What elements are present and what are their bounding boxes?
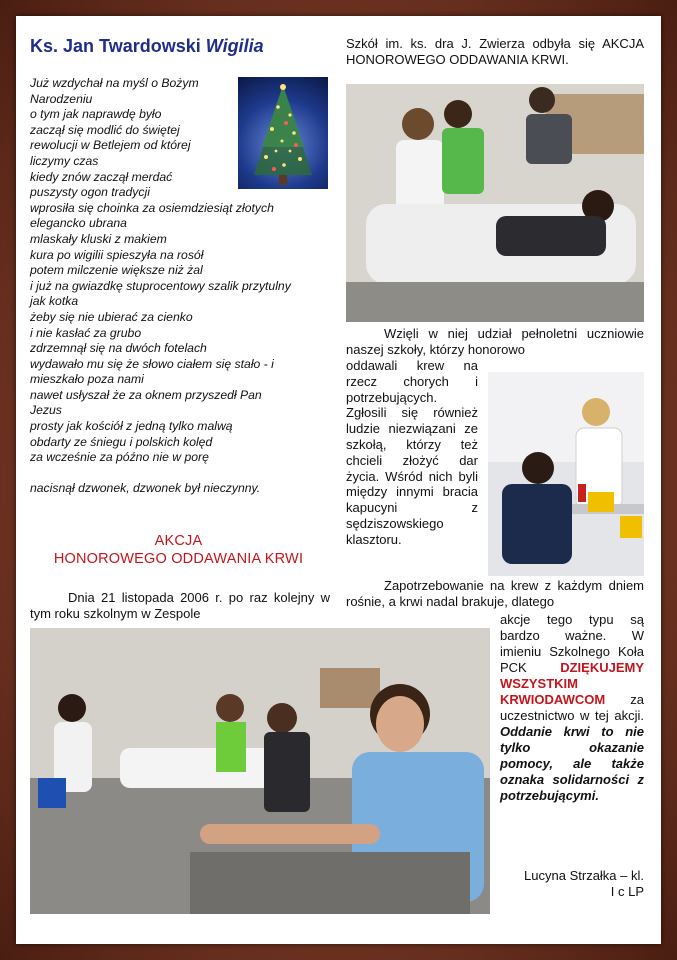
poem-line: potem milczenie większe niż żal (30, 263, 203, 278)
poem-line: Już wzdychał na myśl o Bożym (30, 76, 199, 90)
article-para-2 (346, 326, 644, 358)
author-signature (500, 868, 644, 900)
article-para-2-narrow (346, 358, 478, 548)
signature-class: I c LP (610, 884, 644, 899)
para-2-text: Wzięli w niej udział pełnoletni uczniowie naszej szkoły, którzy honorowo (346, 326, 644, 357)
article-intro-left (30, 590, 330, 622)
poem-line: jak kotka (30, 294, 79, 309)
poem-line: i już na gwiazdkę stuprocentowy szalik przytulny (30, 278, 291, 293)
poem-line: prosty jak kościół z jedną tylko malwą (30, 419, 233, 434)
solidarity-statement: Oddanie krwi to nie tylko okazanie pomocy, ale także oznaka solidarności z potrzebującymi. (500, 724, 644, 803)
poem-line (30, 466, 332, 482)
poem-work: Wigilia (205, 36, 264, 56)
article-para-3 (346, 578, 644, 610)
poem-line: puszysty ogon tradycji (30, 185, 150, 200)
poem-line: o tym jak naprawdę było (30, 107, 162, 122)
blood-donors-photo (30, 628, 490, 914)
poem-author: Ks. Jan Twardowski (30, 36, 201, 56)
poem-line: elegancko ubrana (30, 216, 127, 231)
para-2-continued: oddawali krew na rzecz chorych i potrzebujących. Zgłosili się również ludzie niezwiązani ze szkołą, którzy też chcieli złożyć dar życia. Wśród nich byli między innymi bracia kapucyni z sędziszowskiego klasztoru. (346, 358, 478, 547)
poem-line: zdrzemnął się na dwóch fotelach (30, 341, 207, 356)
poem-line: mieszkało poza nami (30, 372, 144, 387)
poem-line: kiedy znów zaczął merdać (30, 169, 173, 184)
poem-line: zaczął się modlić do świętej (30, 122, 180, 137)
signature-name: Lucyna Strzałka – kl. (524, 868, 644, 883)
poem-line: obdarty ze śniegu i polskich kolęd (30, 434, 213, 449)
para-3-text: Zapotrzebowanie na krew z każdym dniem rośnie, a krwi nadal brakuje, dlatego (346, 578, 644, 609)
poem-line: nawet usłyszał że za oknem przyszedł Pan (30, 387, 262, 402)
poem-line: za wcześnie za późno nie w porę (30, 450, 209, 465)
poem-line: Jezus (30, 403, 62, 418)
para-3-tail: za uczestnictwo w tej akcji. (500, 692, 644, 723)
poem-line: liczymy czas (30, 153, 99, 168)
article-para-3-narrow (500, 612, 644, 804)
para-3-continued: akcje tego typu są bardzo ważne. W imieniu Szkolnego Koła PCK (500, 612, 644, 675)
heading-line-1: AKCJA (154, 533, 203, 549)
poem-line: mlaskały kluski z makiem (30, 231, 167, 246)
poem-line: Narodzeniu (30, 91, 93, 106)
section-heading (26, 532, 331, 568)
poem-line: i nie kasłać za grubo (30, 325, 142, 340)
poem-line: wprosiła się choinka za osiemdziesiąt złotych (30, 200, 274, 215)
poem-title (30, 36, 330, 57)
poem-line: wydawało mu się że słowo ciałem się stało - i (30, 356, 274, 371)
intro-continued: Szkół im. ks. dra J. Zwierza odbyła się AKCJA HONOROWEGO ODDAWANIA KRWI. (346, 36, 644, 67)
thanks-highlight: DZIĘKUJEMY WSZYSTKIM KRWIODAWCOM (500, 660, 644, 707)
poem-line: rewolucji w Betlejem od której (30, 138, 191, 153)
intro-text: Dnia 21 listopada 2006 r. po raz kolejny w tym roku szkolnym w Zespole (30, 590, 330, 621)
heading-line-2: HONOROWEGO ODDAWANIA KRWI (53, 551, 304, 567)
poem-text (30, 76, 332, 497)
article-intro-right (346, 36, 644, 68)
poem-line: nacisnął dzwonek, dzwonek był nieczynny. (30, 481, 261, 496)
nurse-photo (488, 372, 644, 576)
donation-room-photo (346, 84, 644, 322)
poem-line: kura po wigilii spieszyła na rosół (30, 247, 204, 262)
newsletter-page (16, 16, 661, 944)
poem-line: żeby się nie ubierać za cienko (30, 309, 193, 324)
